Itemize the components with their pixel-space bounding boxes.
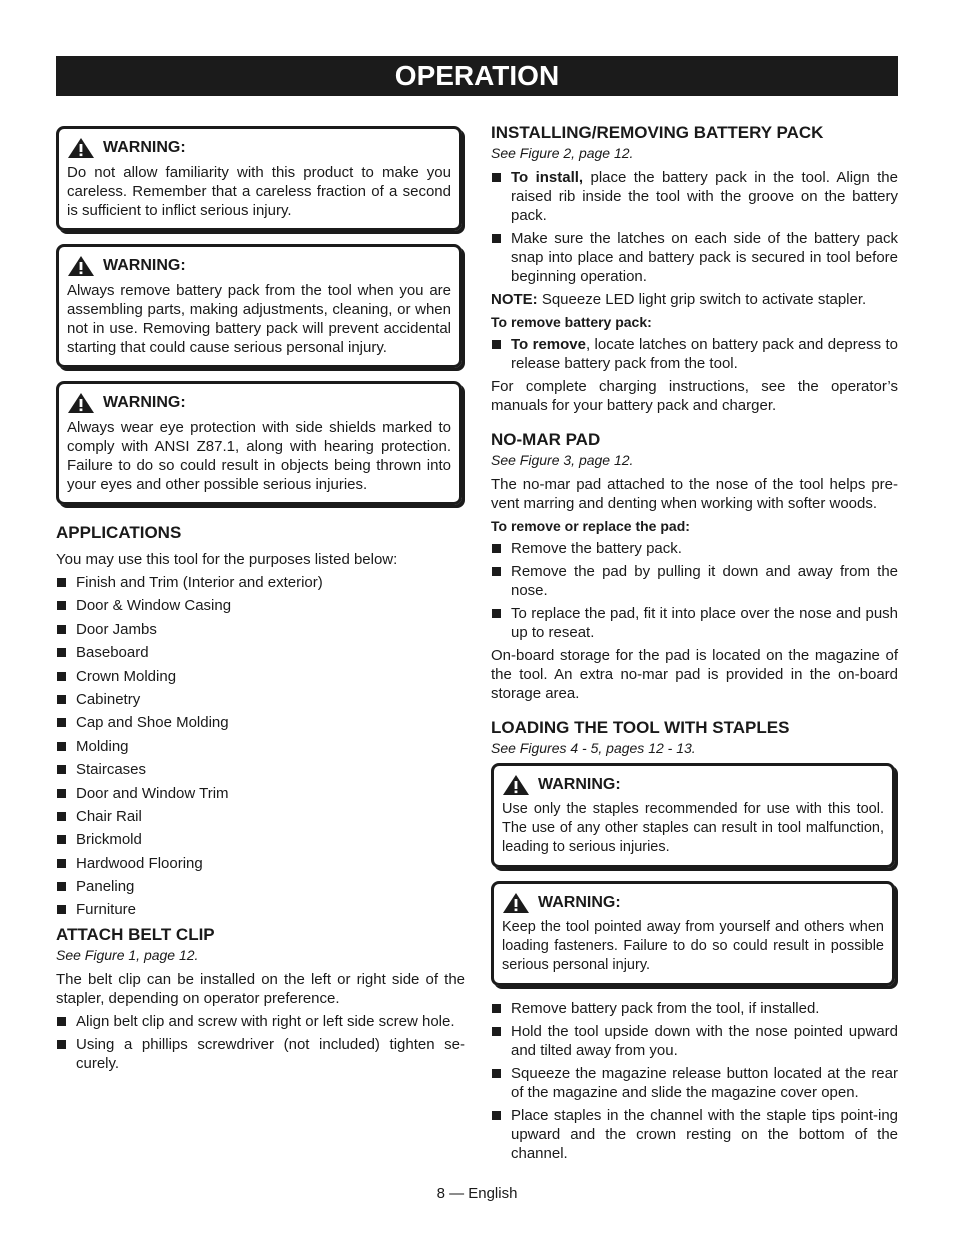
- list-item: Remove the battery pack.: [491, 539, 898, 558]
- nomar-intro: The no-mar pad attached to the nose of the tool helps pre-vent marring and denting when working with softer woods.: [491, 476, 898, 512]
- warning-box: [56, 244, 462, 368]
- remove-text: , locate latches on battery pack and depress to release battery pack from the tool.: [511, 336, 898, 372]
- warning-triangle-icon: [502, 774, 530, 796]
- list-item: Hardwood Flooring: [56, 854, 465, 873]
- warning-title: WARNING:: [103, 257, 186, 274]
- note-text: Squeeze LED light grip switch to activate stapler.: [537, 291, 867, 308]
- list-item: Remove the pad by pulling it down and away from the nose.: [491, 562, 898, 600]
- list-item: Cabinetry: [56, 690, 465, 709]
- warning-header: [67, 255, 451, 277]
- warning-text: Do not allow familiarity with this product to make you careless. Remember that a careless fraction of a second is sufficient to inflict serious injury.: [67, 164, 451, 219]
- list-item: Door and Window Trim: [56, 784, 465, 803]
- list-item: Brickmold: [56, 830, 465, 849]
- warning-box: [56, 381, 462, 505]
- remove-bold: To remove: [511, 336, 586, 353]
- remove-subheading: To remove battery pack:: [491, 314, 652, 330]
- list-item: Remove battery pack from the tool, if installed.: [491, 999, 898, 1018]
- warning-box: [491, 763, 895, 868]
- warning-triangle-icon: [502, 892, 530, 914]
- warning-header: [67, 137, 451, 159]
- list-item: Furniture: [56, 900, 465, 919]
- list-item: Place staples in the channel with the staple tips point-ing upward and the crown resting on the bottom of the channel.: [491, 1106, 898, 1163]
- list-item: Molding: [56, 737, 465, 756]
- list-item: Staircases: [56, 760, 465, 779]
- nomar-list: [491, 539, 898, 642]
- warning-triangle-icon: [67, 255, 95, 277]
- install-text: place the battery pack in the tool. Align the raised rib inside the tool with the groove on the battery pack.: [511, 169, 898, 224]
- warning-box: [491, 881, 895, 986]
- warning-triangle-icon: [67, 137, 95, 159]
- warning-text: Use only the staples recommended for use with this tool. The use of any other staples can result in tool malfunction, leading to serious injuries.: [502, 801, 884, 855]
- warning-text: Always remove battery pack from the tool when you are assembling parts, making adjustments, cleaning, or when not in use. Removing battery pack will prevent accidental starting that could cause serious personal injury.: [67, 282, 451, 356]
- warning-title: WARNING:: [538, 776, 621, 793]
- right-column: [491, 122, 898, 1167]
- battery-remove-list: [491, 335, 898, 373]
- loading-list: [491, 999, 898, 1163]
- list-item: Squeeze the magazine release button located at the rear of the magazine and slide the magazine cover open.: [491, 1064, 898, 1102]
- list-item: Using a phillips screwdriver (not included) tighten se-curely.: [56, 1035, 465, 1073]
- warning-box: [56, 126, 462, 231]
- figure-reference: See Figures 4 - 5, pages 12 - 13.: [491, 740, 696, 756]
- warning-text: Keep the tool pointed away from yourself and others when loading fasteners. Failure to do so could result in possible serious personal injury.: [502, 919, 884, 973]
- belt-clip-heading: ATTACH BELT CLIP: [56, 924, 215, 944]
- warning-title: WARNING:: [538, 894, 621, 911]
- battery-install-list: [491, 168, 898, 286]
- page-banner: OPERATION: [56, 56, 898, 96]
- warning-triangle-icon: [67, 392, 95, 414]
- applications-list: [56, 573, 465, 919]
- warning-header: [502, 774, 884, 796]
- charging-text: For complete charging instructions, see the operator’s manuals for your battery pack and charger.: [491, 378, 898, 414]
- list-item: To replace the pad, fit it into place over the nose and push up to reseat.: [491, 604, 898, 642]
- figure-reference: See Figure 3, page 12.: [491, 452, 634, 468]
- list-item: Hold the tool upside down with the nose pointed upward and tilted away from you.: [491, 1022, 898, 1060]
- list-item: Cap and Shoe Molding: [56, 713, 465, 732]
- list-item: Crown Molding: [56, 667, 465, 686]
- list-item: Make sure the latches on each side of the battery pack snap into place and battery pack is secured in tool before beginning operation.: [491, 229, 898, 286]
- list-item: Chair Rail: [56, 807, 465, 826]
- list-item: Align belt clip and screw with right or left side screw hole.: [56, 1012, 465, 1031]
- figure-reference: See Figure 2, page 12.: [491, 145, 634, 161]
- figure-reference: See Figure 1, page 12.: [56, 946, 199, 963]
- list-item: Door & Window Casing: [56, 596, 465, 615]
- battery-note: [491, 290, 898, 309]
- list-item: [491, 168, 898, 225]
- nomar-heading: NO-MAR PAD: [491, 430, 601, 449]
- warning-header: [67, 392, 451, 414]
- belt-clip-intro: The belt clip can be installed on the left or right side of the stapler, depending on operator preference.: [56, 970, 465, 1007]
- loading-heading: LOADING THE TOOL WITH STAPLES: [491, 718, 790, 737]
- warning-header: [502, 892, 884, 914]
- warning-text: Always wear eye protection with side shields marked to comply with ANSI Z87.1, along with hearing protection. Failure to do so could result in objects being thrown into your eyes and other possible serious injuries.: [67, 419, 451, 493]
- list-item: Finish and Trim (Interior and exterior): [56, 573, 465, 592]
- warning-title: WARNING:: [103, 139, 186, 156]
- list-item: Paneling: [56, 877, 465, 896]
- left-column: [56, 126, 465, 1077]
- page-footer: 8 — English: [436, 1185, 518, 1202]
- list-item: [491, 335, 898, 373]
- install-bold: To install,: [511, 169, 584, 186]
- nomar-subheading: To remove or replace the pad:: [491, 518, 690, 534]
- list-item: Door Jambs: [56, 620, 465, 639]
- list-item: Baseboard: [56, 643, 465, 662]
- warning-title: WARNING:: [103, 394, 186, 411]
- applications-intro: You may use this tool for the purposes listed below:: [56, 551, 398, 568]
- applications-heading: APPLICATIONS: [56, 523, 182, 542]
- nomar-storage: On-board storage for the pad is located on the magazine of the tool. An extra no-mar pad is provided in the on-board storage area.: [491, 647, 898, 702]
- note-label: NOTE:: [491, 291, 538, 308]
- battery-heading: INSTALLING/REMOVING BATTERY PACK: [491, 123, 824, 142]
- belt-clip-list: [56, 1012, 465, 1073]
